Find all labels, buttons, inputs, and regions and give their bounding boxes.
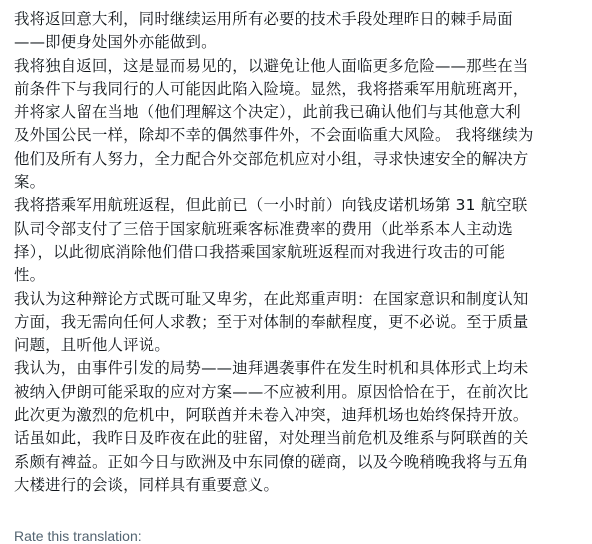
post-line: 案。 (14, 173, 46, 192)
post-line: 我认为，由事件引发的局势——迪拜遇袭事件在发生时机和具体形式上均未 (14, 359, 529, 378)
post-line: 他们及所有人努力，全力配合外交部危机应对小组，寻求快速安全的解决方 (14, 149, 529, 168)
post-line: 队司令部支付了三倍于国家航班乘客标准费率的费用（此举系本人主动选 (14, 219, 513, 238)
post-line: 我将返回意大利，同时继续运用所有必要的技术手段处理昨日的棘手局面 (14, 10, 513, 28)
post-line: 系颇有裨益。正如今日与欧洲及中东同僚的磋商，以及今晚稍晚我将与五角 (14, 452, 529, 471)
post-line: 我将独自返回，这是显而易见的，以避免让他人面临更多危险——那些在当 (14, 56, 529, 75)
post-line: 择），以此彻底消除他们借口我搭乘国家航班返程而对我进行攻击的可能 (14, 242, 506, 261)
post-text (14, 8, 586, 497)
post-line: 及外国公民一样，除却不幸的偶然事件外，不会面临重大风险。 我将继续为 (14, 126, 534, 145)
post-line: ——即便身处国外亦能做到。 (14, 33, 217, 52)
post-line: 我将搭乘军用航班返程，但此前已（一小时前）向钱皮诺机场第 31 航空联 (14, 196, 528, 215)
post-line: 前条件下与我同行的人可能因此陷入险境。显然，我将搭乘军用航班离开， (14, 79, 529, 98)
post-line: 我认为这种辩论方式既可耻又卑劣，在此郑重声明：在国家意识和制度认知 (14, 289, 529, 308)
post-line: 问题，且听他人评说。 (14, 336, 170, 355)
post-line: 大楼进行的会谈，同样具有重要意义。 (14, 475, 280, 494)
rate-translation-link[interactable]: Rate this translation: (14, 528, 142, 544)
post-line: 并将家人留在当地（他们理解这个决定），此前我已确认他们与其他意大利 (14, 103, 521, 122)
post-line: 话虽如此，我昨日及昨夜在此的驻留，对处理当前危机及维系与阿联酋的关 (14, 429, 529, 448)
post-line: 性。 (14, 266, 46, 285)
post-line: 方面，我无需向任何人求教；至于对体制的奉献程度，更不必说。至于质量 (14, 312, 529, 331)
post-line: 被纳入伊朗可能采取的应对方案——不应被利用。原因恰恰在于，在前次比 (14, 382, 529, 401)
post-line: 此次更为激烈的危机中，阿联酋并未卷入冲突，迪拜机场也始终保持开放。 (14, 406, 529, 425)
